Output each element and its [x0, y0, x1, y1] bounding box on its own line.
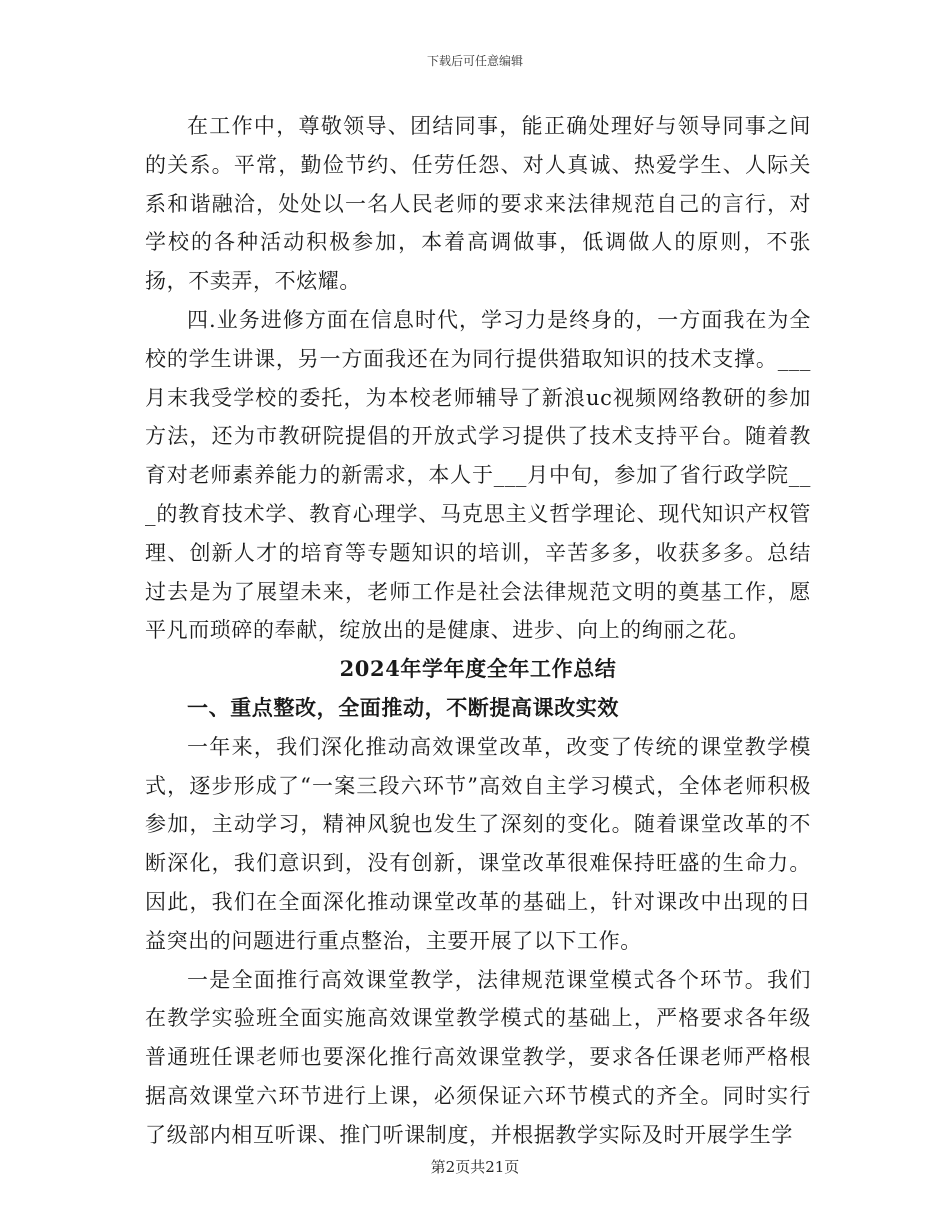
paragraph-reform-measure-1: 一是全面推行高效课堂教学，法律规范课堂模式各个环节。我们在教学实验班全面实施高效课堂教学模式的基础上，严格要求各年级普通班任课老师也要深化推行高效课堂教学，要求各任课老师严格根据高效课堂六环节进行上课，必须保证六环节模式的齐全。同时实行了级部内相互听课、推门听课制度，并根据教学实际及时开展学生学 [145, 967, 811, 1147]
paragraph-professional-development: 四.业务进修方面在信息时代，学习力是终身的，一方面我在为全校的学生讲课，另一方面我还在为同行提供猎取知识的技术支撑。___月末我受学校的委托，为本校老师辅导了新浪uc视频网络教研的参加方法，还为市教研院提倡的开放式学习提供了技术支持平台。随着教育对老师素养能力的新需求，本人于___月中旬，参加了省行政学院___的教育技术学、教育心理学、马克思主义哲学理论、现代知识产权管理、创新人才的培育等专题知识的培训，辛苦多多，收获多多。总结过去是为了展望未来，老师工作是社会法律规范文明的奠基工作，愿平凡而琐碎的奉献，绽放出的是健康、进步、向上的绚丽之花。 [145, 307, 811, 643]
document-title: 2024年学年度全年工作总结 [339, 656, 617, 682]
document-body [145, 107, 811, 1155]
paragraph-reform-overview: 一年来，我们深化推动高效课堂改革，改变了传统的课堂教学模式，逐步形成了“一案三段六环节”高效自主学习模式，全体老师积极参加，主动学习，精神风貌也发生了深刻的变化。随着课堂改革的不断深化，我们意识到，没有创新，课堂改革很难保持旺盛的生命力。因此，我们在全面深化推动课堂改革的基础上，针对课改中出现的日益突出的问题进行重点整治，主要开展了以下工作。 [145, 734, 811, 953]
paragraph-conduct: 在工作中，尊敬领导、团结同事，能正确处理好与领导同事之间的关系。平常，勤俭节约、任劳任怨、对人真诚、热爱学生、人际关系和谐融洽，处处以一名人民老师的要求来法律规范自己的言行，对学校的各种活动积极参加，本着高调做事，低调做人的原则，不张扬，不卖弄，不炫耀。 [145, 114, 811, 294]
page-number: 第2页共21页 [430, 1158, 520, 1176]
header-note: 下载后可任意编辑 [426, 54, 523, 68]
section-heading-1: 一、重点整改，全面推动，不断提高课改实效 [187, 694, 619, 720]
